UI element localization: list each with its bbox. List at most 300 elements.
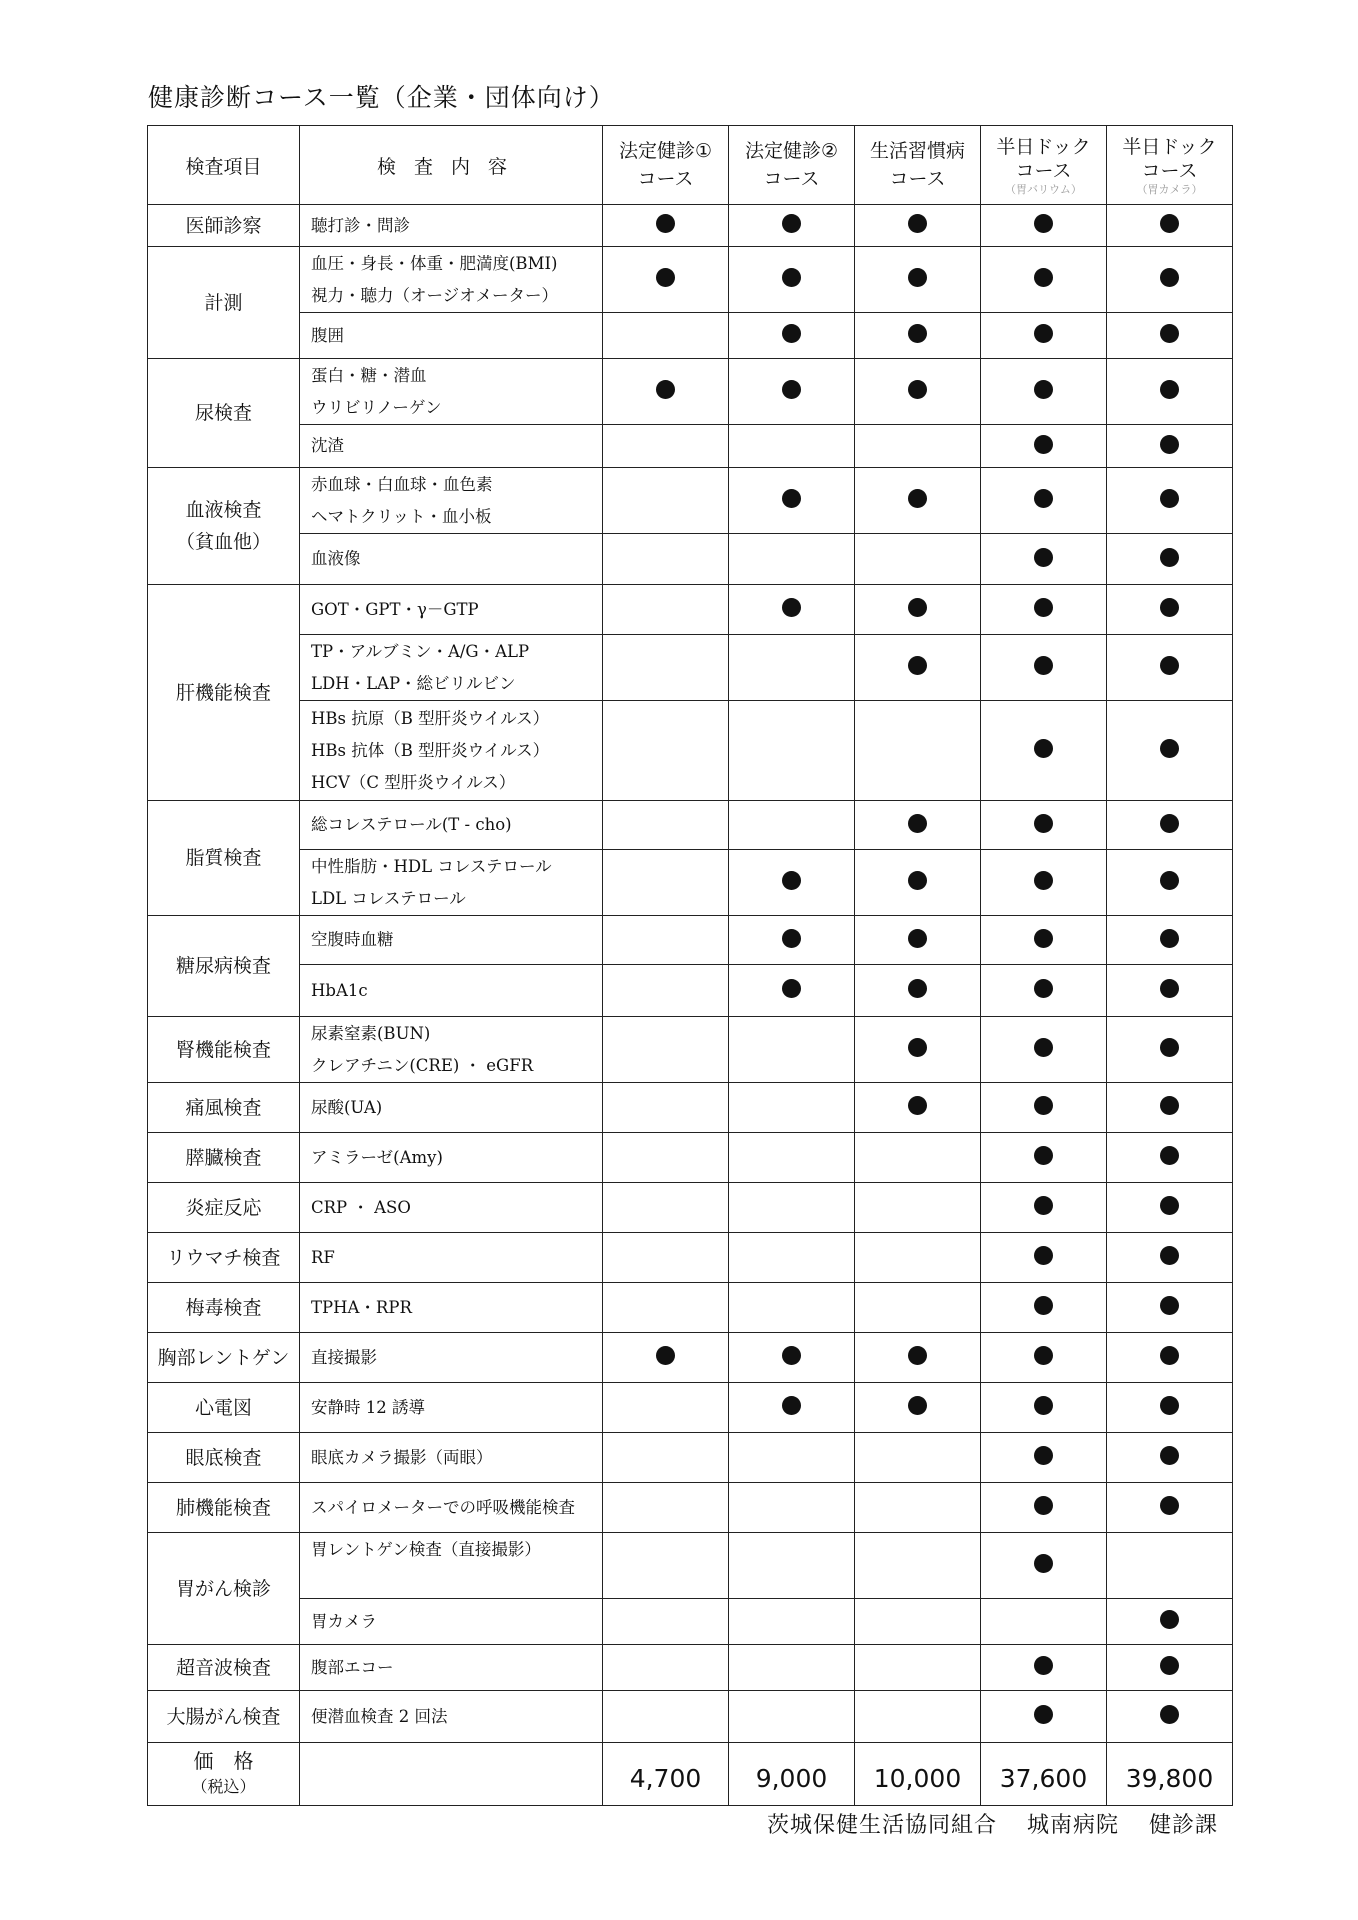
included-dot-icon — [1160, 1096, 1179, 1115]
table-row — [148, 425, 1233, 468]
course-3-cell — [855, 1283, 981, 1333]
course-3-cell — [855, 425, 981, 468]
course-4-cell — [981, 1599, 1107, 1645]
course-3-cell — [855, 1383, 981, 1433]
course-3-cell — [855, 801, 981, 850]
content-line: LDH・LAP・総ビリルビン — [311, 673, 516, 693]
table-row — [148, 1233, 1233, 1283]
included-dot-icon — [1034, 380, 1053, 399]
course-3-cell — [855, 247, 981, 313]
course-2-cell — [729, 359, 855, 425]
course-1-cell — [603, 701, 729, 801]
table-row — [148, 635, 1233, 701]
category-label: 尿検査 — [194, 402, 252, 424]
course-2-cell — [729, 850, 855, 916]
course-2-cell — [729, 1483, 855, 1533]
category-label: 膵臓検査 — [185, 1146, 262, 1169]
included-dot-icon — [1160, 435, 1179, 454]
course-2-cell — [729, 1133, 855, 1183]
course-4-cell — [981, 1533, 1107, 1599]
footer — [745, 1808, 1218, 1839]
table-row — [148, 850, 1233, 916]
course-1-cell — [603, 635, 729, 701]
course-4-cell — [981, 1645, 1107, 1691]
table-row — [148, 359, 1233, 425]
course-5-cell — [1107, 585, 1233, 635]
content-cell — [300, 1599, 603, 1645]
included-dot-icon — [782, 871, 801, 890]
included-dot-icon — [1160, 979, 1179, 998]
included-dot-icon — [1160, 656, 1179, 675]
category-cell — [148, 1183, 300, 1233]
content-line: TP・アルブミン・A/G・ALP — [311, 641, 530, 661]
price-course-5: 39,800 — [1107, 1743, 1233, 1806]
course-1-cell — [603, 1333, 729, 1383]
table-row — [148, 1533, 1233, 1599]
header-course-3 — [855, 126, 981, 205]
category-label: 糖尿病検査 — [175, 955, 271, 977]
category-cell — [148, 1483, 300, 1533]
included-dot-icon — [1160, 1196, 1179, 1215]
included-dot-icon — [656, 380, 675, 399]
course-1-cell — [603, 1017, 729, 1083]
course-5-cell — [1107, 247, 1233, 313]
header-content: 検査内容 — [300, 126, 603, 205]
course-5-cell — [1107, 635, 1233, 701]
category-label: 胸部レントゲン — [157, 1346, 290, 1369]
included-dot-icon — [1034, 929, 1053, 948]
included-dot-icon — [656, 268, 675, 287]
included-dot-icon — [1160, 871, 1179, 890]
content-cell — [300, 801, 603, 850]
content-cell — [300, 850, 603, 916]
category-label: リウマチ検査 — [166, 1246, 281, 1269]
content-cell — [300, 247, 603, 313]
content-line: 胃レントゲン検査（直接撮影） — [311, 1539, 541, 1559]
content-cell — [300, 965, 603, 1017]
included-dot-icon — [1160, 1038, 1179, 1057]
course-5-cell — [1107, 801, 1233, 850]
content-cell — [300, 1283, 603, 1333]
category-label: 梅毒検査 — [185, 1296, 262, 1319]
content-cell — [300, 1333, 603, 1383]
course-4-cell — [981, 534, 1107, 585]
included-dot-icon — [908, 979, 927, 998]
included-dot-icon — [908, 268, 927, 287]
content-cell — [300, 205, 603, 247]
course-1-cell — [603, 1645, 729, 1691]
table-row — [148, 534, 1233, 585]
category-cell — [148, 1017, 300, 1083]
category-cell — [148, 468, 300, 585]
course-2-cell — [729, 313, 855, 359]
content-cell — [300, 1691, 603, 1743]
course-5-cell — [1107, 965, 1233, 1017]
included-dot-icon — [1034, 871, 1053, 890]
table-row — [148, 1433, 1233, 1483]
content-line: 胃カメラ — [311, 1611, 377, 1631]
header-course-1 — [603, 126, 729, 205]
included-dot-icon — [908, 1038, 927, 1057]
content-cell — [300, 1533, 603, 1599]
included-dot-icon — [1160, 1610, 1179, 1629]
course-suffix: コース — [763, 168, 820, 190]
included-dot-icon — [782, 1346, 801, 1365]
course-5-cell — [1107, 1183, 1233, 1233]
content-line: 眼底カメラ撮影（両眼） — [311, 1447, 493, 1467]
course-note: （胃カメラ） — [1136, 182, 1203, 196]
content-line: HCV（C 型肝炎ウイルス） — [311, 772, 516, 792]
category-cell — [148, 205, 300, 247]
table-row — [148, 1645, 1233, 1691]
included-dot-icon — [1034, 1396, 1053, 1415]
content-cell — [300, 313, 603, 359]
course-2-cell — [729, 1333, 855, 1383]
category-label: 医師診察 — [185, 214, 262, 237]
category-label: 計測 — [204, 291, 243, 314]
included-dot-icon — [1034, 1705, 1053, 1724]
included-dot-icon — [1160, 598, 1179, 617]
course-1-cell — [603, 1533, 729, 1599]
course-2-cell — [729, 1017, 855, 1083]
course-4-cell — [981, 1017, 1107, 1083]
course-5-cell — [1107, 425, 1233, 468]
course-1-cell — [603, 1083, 729, 1133]
course-3-cell — [855, 850, 981, 916]
course-5-cell — [1107, 468, 1233, 534]
course-3-cell — [855, 205, 981, 247]
course-2-cell — [729, 701, 855, 801]
included-dot-icon — [908, 1396, 927, 1415]
content-line: 血液像 — [311, 549, 361, 568]
content-line: 安静時 12 誘導 — [311, 1397, 425, 1417]
included-dot-icon — [1034, 1246, 1053, 1265]
course-5-cell — [1107, 1333, 1233, 1383]
content-line: 赤血球・白血球・血色素 — [311, 474, 493, 494]
included-dot-icon — [908, 871, 927, 890]
included-dot-icon — [782, 380, 801, 399]
course-4-cell — [981, 701, 1107, 801]
table-row — [148, 1333, 1233, 1383]
course-2-cell — [729, 801, 855, 850]
included-dot-icon — [1034, 1346, 1053, 1365]
content-line: 聴打診・問診 — [311, 215, 410, 235]
included-dot-icon — [1034, 548, 1053, 567]
price-label: 価 格 — [193, 1749, 254, 1773]
course-5-cell — [1107, 1083, 1233, 1133]
included-dot-icon — [1160, 814, 1179, 833]
included-dot-icon — [1034, 214, 1053, 233]
course-3-cell — [855, 965, 981, 1017]
category-cell — [148, 801, 300, 916]
included-dot-icon — [908, 324, 927, 343]
course-4-cell — [981, 585, 1107, 635]
included-dot-icon — [1034, 1146, 1053, 1165]
category-cell — [148, 1691, 300, 1743]
included-dot-icon — [908, 1096, 927, 1115]
included-dot-icon — [1160, 1705, 1179, 1724]
course-5-cell — [1107, 1383, 1233, 1433]
included-dot-icon — [1034, 435, 1053, 454]
course-note: （胃バリウム） — [1005, 182, 1082, 196]
header-category: 検査項目 — [148, 126, 300, 205]
content-cell — [300, 1383, 603, 1433]
course-3-cell — [855, 1645, 981, 1691]
included-dot-icon — [908, 929, 927, 948]
course-5-cell — [1107, 1691, 1233, 1743]
price-course-1: 4,700 — [603, 1743, 729, 1806]
included-dot-icon — [1034, 268, 1053, 287]
content-line: 直接撮影 — [311, 1347, 377, 1367]
course-5-cell — [1107, 313, 1233, 359]
content-line: 尿酸(UA) — [311, 1097, 383, 1117]
content-cell — [300, 534, 603, 585]
course-3-cell — [855, 534, 981, 585]
course-4-cell — [981, 1133, 1107, 1183]
content-line: 尿素窒素(BUN) — [311, 1023, 431, 1043]
included-dot-icon — [1160, 1396, 1179, 1415]
included-dot-icon — [1034, 489, 1053, 508]
content-cell — [300, 635, 603, 701]
price-row — [148, 1743, 1233, 1806]
included-dot-icon — [656, 214, 675, 233]
course-1-cell — [603, 916, 729, 965]
content-cell — [300, 1433, 603, 1483]
content-line: 血圧・身長・体重・肥満度(BMI) — [311, 253, 558, 273]
course-4-cell — [981, 425, 1107, 468]
course-4-cell — [981, 1383, 1107, 1433]
course-5-cell — [1107, 1433, 1233, 1483]
content-cell — [300, 1233, 603, 1283]
category-label: 肝機能検査 — [175, 681, 271, 704]
table-row — [148, 1083, 1233, 1133]
category-cell — [148, 1133, 300, 1183]
course-name: 半日ドック — [996, 135, 1091, 158]
price-course-2: 9,000 — [729, 1743, 855, 1806]
course-3-cell — [855, 1533, 981, 1599]
course-1-cell — [603, 468, 729, 534]
included-dot-icon — [1160, 380, 1179, 399]
course-4-cell — [981, 1083, 1107, 1133]
course-4-cell — [981, 359, 1107, 425]
included-dot-icon — [908, 489, 927, 508]
course-5-cell — [1107, 359, 1233, 425]
course-4-cell — [981, 205, 1107, 247]
course-1-cell — [603, 1483, 729, 1533]
category-label: 眼底検査 — [185, 1446, 262, 1469]
table-row — [148, 1133, 1233, 1183]
included-dot-icon — [908, 214, 927, 233]
course-3-cell — [855, 359, 981, 425]
course-suffix: コース — [889, 168, 946, 190]
content-line: 空腹時血糖 — [311, 930, 394, 949]
included-dot-icon — [782, 979, 801, 998]
included-dot-icon — [1160, 1496, 1179, 1515]
included-dot-icon — [1034, 1196, 1053, 1215]
course-3-cell — [855, 1333, 981, 1383]
included-dot-icon — [1160, 1446, 1179, 1465]
table-row — [148, 1599, 1233, 1645]
included-dot-icon — [908, 598, 927, 617]
page-title: 健康診断コース一覧（企業・団体向け） — [148, 83, 615, 112]
course-4-cell — [981, 468, 1107, 534]
course-5-cell — [1107, 1283, 1233, 1333]
course-1-cell — [603, 1383, 729, 1433]
table-row — [148, 1691, 1233, 1743]
course-3-cell — [855, 701, 981, 801]
course-4-cell — [981, 1433, 1107, 1483]
course-5-cell — [1107, 1133, 1233, 1183]
category-label: （貧血他） — [175, 531, 271, 553]
content-cell — [300, 1183, 603, 1233]
included-dot-icon — [1160, 214, 1179, 233]
header-row — [148, 126, 1233, 205]
included-dot-icon — [1160, 324, 1179, 343]
content-line: 腹囲 — [311, 325, 344, 345]
included-dot-icon — [1034, 1096, 1053, 1115]
included-dot-icon — [782, 929, 801, 948]
included-dot-icon — [1160, 268, 1179, 287]
course-suffix: コース — [1015, 159, 1072, 182]
content-line: HBs 抗原（B 型肝炎ウイルス） — [311, 708, 550, 728]
price-empty-cell — [300, 1743, 603, 1806]
content-cell — [300, 1017, 603, 1083]
course-5-cell — [1107, 1233, 1233, 1283]
category-cell — [148, 1645, 300, 1691]
table-row — [148, 701, 1233, 801]
content-line: CRP ・ ASO — [311, 1197, 411, 1217]
course-1-cell — [603, 850, 729, 916]
course-2-cell — [729, 635, 855, 701]
course-4-cell — [981, 1283, 1107, 1333]
included-dot-icon — [1160, 1656, 1179, 1675]
included-dot-icon — [1160, 1246, 1179, 1265]
category-label: 炎症反応 — [185, 1196, 262, 1219]
course-1-cell — [603, 205, 729, 247]
course-2-cell — [729, 247, 855, 313]
footer-dept: 健診課 — [1148, 1813, 1218, 1838]
included-dot-icon — [782, 324, 801, 343]
included-dot-icon — [1160, 1346, 1179, 1365]
included-dot-icon — [1160, 548, 1179, 567]
included-dot-icon — [782, 1396, 801, 1415]
course-1-cell — [603, 313, 729, 359]
course-name: 半日ドック — [1122, 135, 1217, 158]
course-4-cell — [981, 1233, 1107, 1283]
course-2-cell — [729, 1283, 855, 1333]
course-1-cell — [603, 585, 729, 635]
course-3-cell — [855, 1133, 981, 1183]
course-2-cell — [729, 1383, 855, 1433]
header-course-4 — [981, 126, 1107, 205]
course-1-cell — [603, 425, 729, 468]
course-3-cell — [855, 1233, 981, 1283]
content-cell — [300, 1133, 603, 1183]
content-line: 腹部エコー — [311, 1657, 394, 1677]
table-row — [148, 585, 1233, 635]
included-dot-icon — [908, 656, 927, 675]
category-cell — [148, 1383, 300, 1433]
included-dot-icon — [1160, 1146, 1179, 1165]
content-cell — [300, 585, 603, 635]
course-2-cell — [729, 425, 855, 468]
content-line: 総コレステロール(T - cho) — [311, 815, 512, 834]
included-dot-icon — [1160, 1296, 1179, 1315]
table-row — [148, 1183, 1233, 1233]
included-dot-icon — [782, 489, 801, 508]
course-5-cell — [1107, 850, 1233, 916]
included-dot-icon — [1034, 1656, 1053, 1675]
content-line: ヘマトクリット・血小板 — [311, 506, 492, 526]
course-5-cell — [1107, 205, 1233, 247]
table-row — [148, 205, 1233, 247]
table-row — [148, 916, 1233, 965]
course-2-cell — [729, 534, 855, 585]
course-5-cell — [1107, 701, 1233, 801]
course-5-cell — [1107, 916, 1233, 965]
included-dot-icon — [1034, 324, 1053, 343]
included-dot-icon — [1034, 739, 1053, 758]
course-4-cell — [981, 801, 1107, 850]
content-line: 沈渣 — [311, 436, 344, 455]
course-4-cell — [981, 965, 1107, 1017]
course-2-cell — [729, 1645, 855, 1691]
included-dot-icon — [1034, 1296, 1053, 1315]
price-course-3: 10,000 — [855, 1743, 981, 1806]
course-3-cell — [855, 1083, 981, 1133]
table-row — [148, 468, 1233, 534]
content-cell — [300, 1645, 603, 1691]
table-row — [148, 313, 1233, 359]
content-line: ウリビリノーゲン — [311, 397, 442, 417]
included-dot-icon — [1034, 1554, 1053, 1573]
category-cell — [148, 247, 300, 359]
course-5-cell — [1107, 1483, 1233, 1533]
course-1-cell — [603, 247, 729, 313]
content-line: クレアチニン(CRE) ・ eGFR — [311, 1055, 534, 1075]
content-line: LDL コレステロール — [311, 888, 466, 908]
course-2-cell — [729, 1083, 855, 1133]
course-3-cell — [855, 635, 981, 701]
course-3-cell — [855, 1017, 981, 1083]
header-course-5 — [1107, 126, 1233, 205]
course-2-cell — [729, 1433, 855, 1483]
included-dot-icon — [1034, 1038, 1053, 1057]
content-line: GOT・GPT・γ－GTP — [311, 599, 479, 619]
content-line — [311, 1566, 602, 1598]
category-cell — [148, 1233, 300, 1283]
table-row — [148, 1283, 1233, 1333]
course-4-cell — [981, 635, 1107, 701]
footer-hospital: 城南病院 — [1026, 1813, 1119, 1838]
course-4-cell — [981, 1691, 1107, 1743]
category-label: 脂質検査 — [185, 847, 262, 869]
table-row — [148, 1383, 1233, 1433]
course-1-cell — [603, 1433, 729, 1483]
included-dot-icon — [1034, 598, 1053, 617]
included-dot-icon — [1034, 814, 1053, 833]
course-4-cell — [981, 1483, 1107, 1533]
category-label: 大腸がん検査 — [166, 1705, 281, 1728]
course-4-cell — [981, 1333, 1107, 1383]
course-1-cell — [603, 534, 729, 585]
category-cell — [148, 1083, 300, 1133]
included-dot-icon — [908, 380, 927, 399]
table-row — [148, 1483, 1233, 1533]
content-cell — [300, 701, 603, 801]
content-cell — [300, 425, 603, 468]
price-label-cell — [148, 1743, 300, 1806]
